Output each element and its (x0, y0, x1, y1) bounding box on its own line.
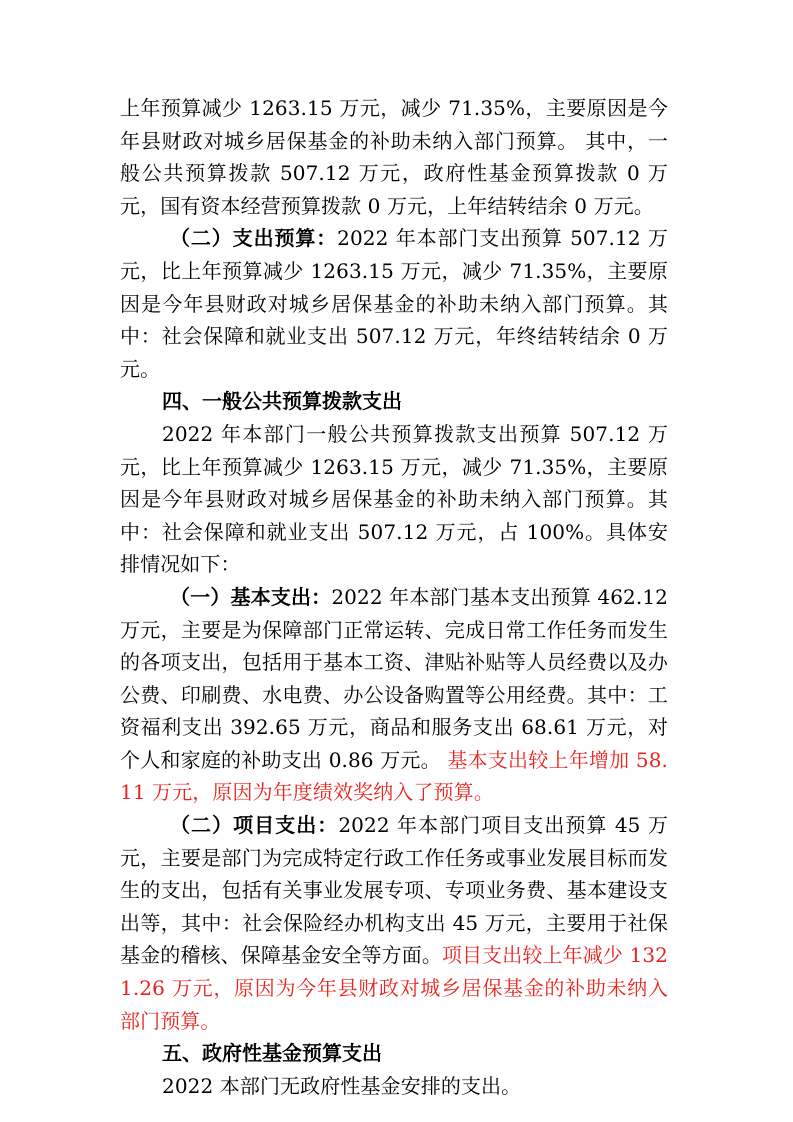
basic-expenditure-paragraph (120, 581, 668, 809)
revenue-budget-paragraph (120, 92, 668, 222)
basic-expenditure-heading: （一）基本支出： (170, 584, 332, 609)
government-fund-text: 2022 本部门无政府性基金安排的支出。 (162, 1073, 522, 1098)
section-five-heading: 五、政府性基金预算支出 (162, 1041, 382, 1066)
project-expenditure-paragraph (120, 809, 668, 1037)
government-fund-paragraph (120, 1070, 668, 1103)
document-body (120, 92, 668, 1102)
basic-expenditure-change-note: 基本支出较上年增加 58.11 万元，原因为年度绩效奖纳入了预算。 (120, 747, 669, 805)
project-expenditure-text: 2022 年本部门项目支出预算 45 万元，主要是部门为完成特定行政工作任务或事业发展目标而发生的支出，包括有关事业发展专项、专项业务费、基本建设支出等，其中：社会保险经办机构支出 45 万元，主要用于社保基金的稽核、保障基金安全等方面。 (120, 813, 668, 968)
revenue-budget-text: 上年预算减少 1263.15 万元，减少 71.35%，主要原因是今年县财政对城乡居保基金的补助未纳入部门预算。 其中，一般公共预算拨款 507.12 万元，政府性基金预算拨款 0 万元，国有资本经营预算拨款 0 万元，上年结转结余 0 万元。 (120, 96, 668, 218)
general-budget-text: 2022 年本部门一般公共预算拨款支出预算 507.12 万元，比上年预算减少 1263.15 万元，减少 71.35%，主要原因是今年县财政对城乡居保基金的补助未纳入部门预算。其中：社会保障和就业支出 507.12 万元，占 100%。具体安排情况如下： (120, 421, 668, 577)
section-four-heading: 四、一般公共预算拨款支出 (162, 389, 402, 414)
general-budget-paragraph (120, 418, 668, 581)
project-expenditure-change-note: 项目支出较上年减少 1321.26 万元，原因为今年县财政对城乡居保基金的补助未纳入部门预算。 (120, 943, 668, 1033)
expenditure-budget-paragraph (120, 222, 668, 385)
basic-expenditure-text: 2022 年本部门基本支出预算 462.12 万元，主要是为保障部门正常运转、完成日常工作任务而发生的各项支出，包括用于基本工资、津贴补贴等人员经费以及办公费、印刷费、水电费、办公设备购置等公用经费。其中：工资福利支出 392.65 万元，商品和服务支出 68.61 万元，对个人和家庭的补助支出 0.86 万元。 (120, 584, 668, 772)
project-expenditure-heading: （二）项目支出： (170, 813, 339, 838)
expenditure-budget-text: 2022 年本部门支出预算 507.12 万元，比上年预算减少 1263.15 万元，减少 71.35%，主要原因是今年县财政对城乡居保基金的补助未纳入部门预算。其中：社会保障和就业支出 507.12 万元，年终结转结余 0 万元。 (120, 226, 668, 381)
expenditure-budget-heading: （二）支出预算： (170, 226, 338, 251)
